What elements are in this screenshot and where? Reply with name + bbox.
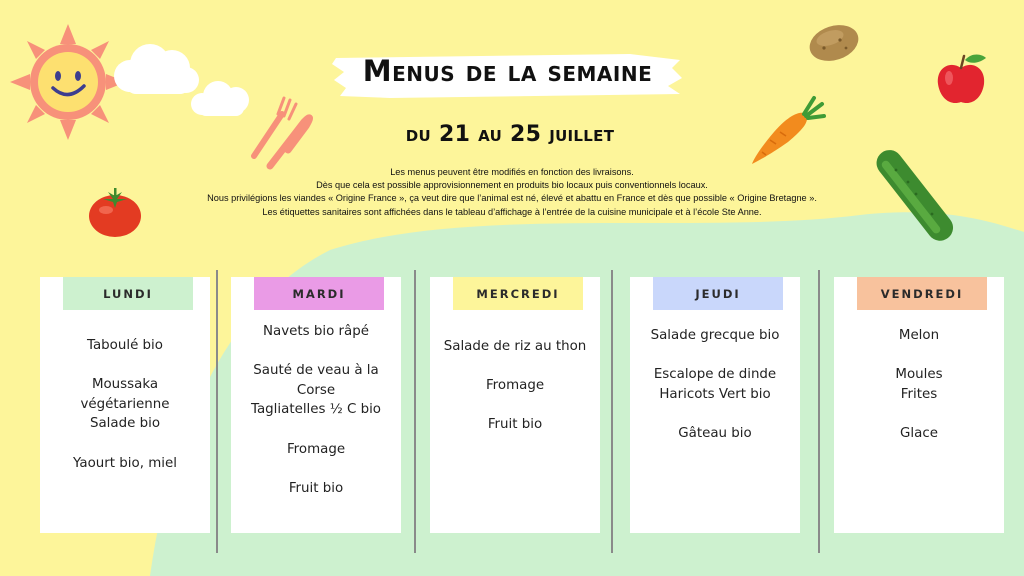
menu-item: Salade grecque bio <box>650 328 780 343</box>
column-divider <box>818 270 820 553</box>
menu-item: Salade de riz au thon <box>443 339 587 354</box>
menu-item: Navets bio râpé <box>263 324 369 339</box>
menu-item: Moussaka végétarienne Salade bio <box>80 377 170 432</box>
page-title: Menus de la semaine <box>362 54 653 88</box>
day-card-mardi <box>231 277 401 533</box>
menu-item: Yaourt bio, miel <box>73 455 177 471</box>
column-divider <box>216 270 218 553</box>
day-label: MERCREDI <box>453 277 583 310</box>
cucumber-icon <box>872 148 956 244</box>
note-line: Les étiquettes sanitaires sont affichées dans le tableau d’affichage à l’entrée de la cuisine municipale et à l’école Ste Anne. <box>262 206 762 217</box>
menu-item: Sauté de veau à la Corse Tagliatelles ½ C bio <box>251 363 381 418</box>
note-line: Nous privilégions les viandes « Origine France », ça veut dire que l’animal est né, élevé et abattu en France et dès que possible « Origine Bretagne ». <box>207 193 817 204</box>
menu-list <box>840 326 998 463</box>
note-line: Dès que cela est possible approvisionnement en produits bio locaux puis conventionnels locaux. <box>316 180 708 191</box>
menu-item: Fromage <box>286 441 346 457</box>
column-divider <box>611 270 613 553</box>
tomato-icon <box>86 184 144 240</box>
carrot-icon <box>744 94 826 168</box>
notes <box>150 166 874 219</box>
menu-item: Moules Frites <box>895 367 943 402</box>
menu-item: Gâteau bio <box>678 425 752 441</box>
menu-item: Melon <box>898 328 940 343</box>
menu-list <box>46 336 204 493</box>
day-card-lundi <box>40 277 210 533</box>
day-label: LUNDI <box>63 277 193 310</box>
day-label: JEUDI <box>653 277 783 310</box>
day-label: VENDREDI <box>857 277 987 310</box>
column-divider <box>414 270 416 553</box>
menu-item: Fruit bio <box>487 417 543 433</box>
day-card-mercredi <box>430 277 600 533</box>
menu-list <box>636 326 794 463</box>
day-label: MARDI <box>254 277 384 310</box>
note-line: Les menus peuvent être modifiés en fonction des livraisons. <box>390 167 634 177</box>
day-card-vendredi <box>834 277 1004 533</box>
menu-list <box>436 337 594 455</box>
menu-list <box>237 322 395 518</box>
apple-icon <box>932 50 990 108</box>
menu-item: Taboulé bio <box>87 338 163 353</box>
menu-item: Glace <box>900 425 938 441</box>
menu-item: Fromage <box>485 378 545 394</box>
date-range: du 21 au 25 juillet <box>405 122 615 147</box>
potato-icon <box>806 20 862 66</box>
day-card-jeudi <box>630 277 800 533</box>
menu-item: Escalope de dinde Haricots Vert bio <box>653 367 777 402</box>
menu-item: Fruit bio <box>288 480 344 496</box>
